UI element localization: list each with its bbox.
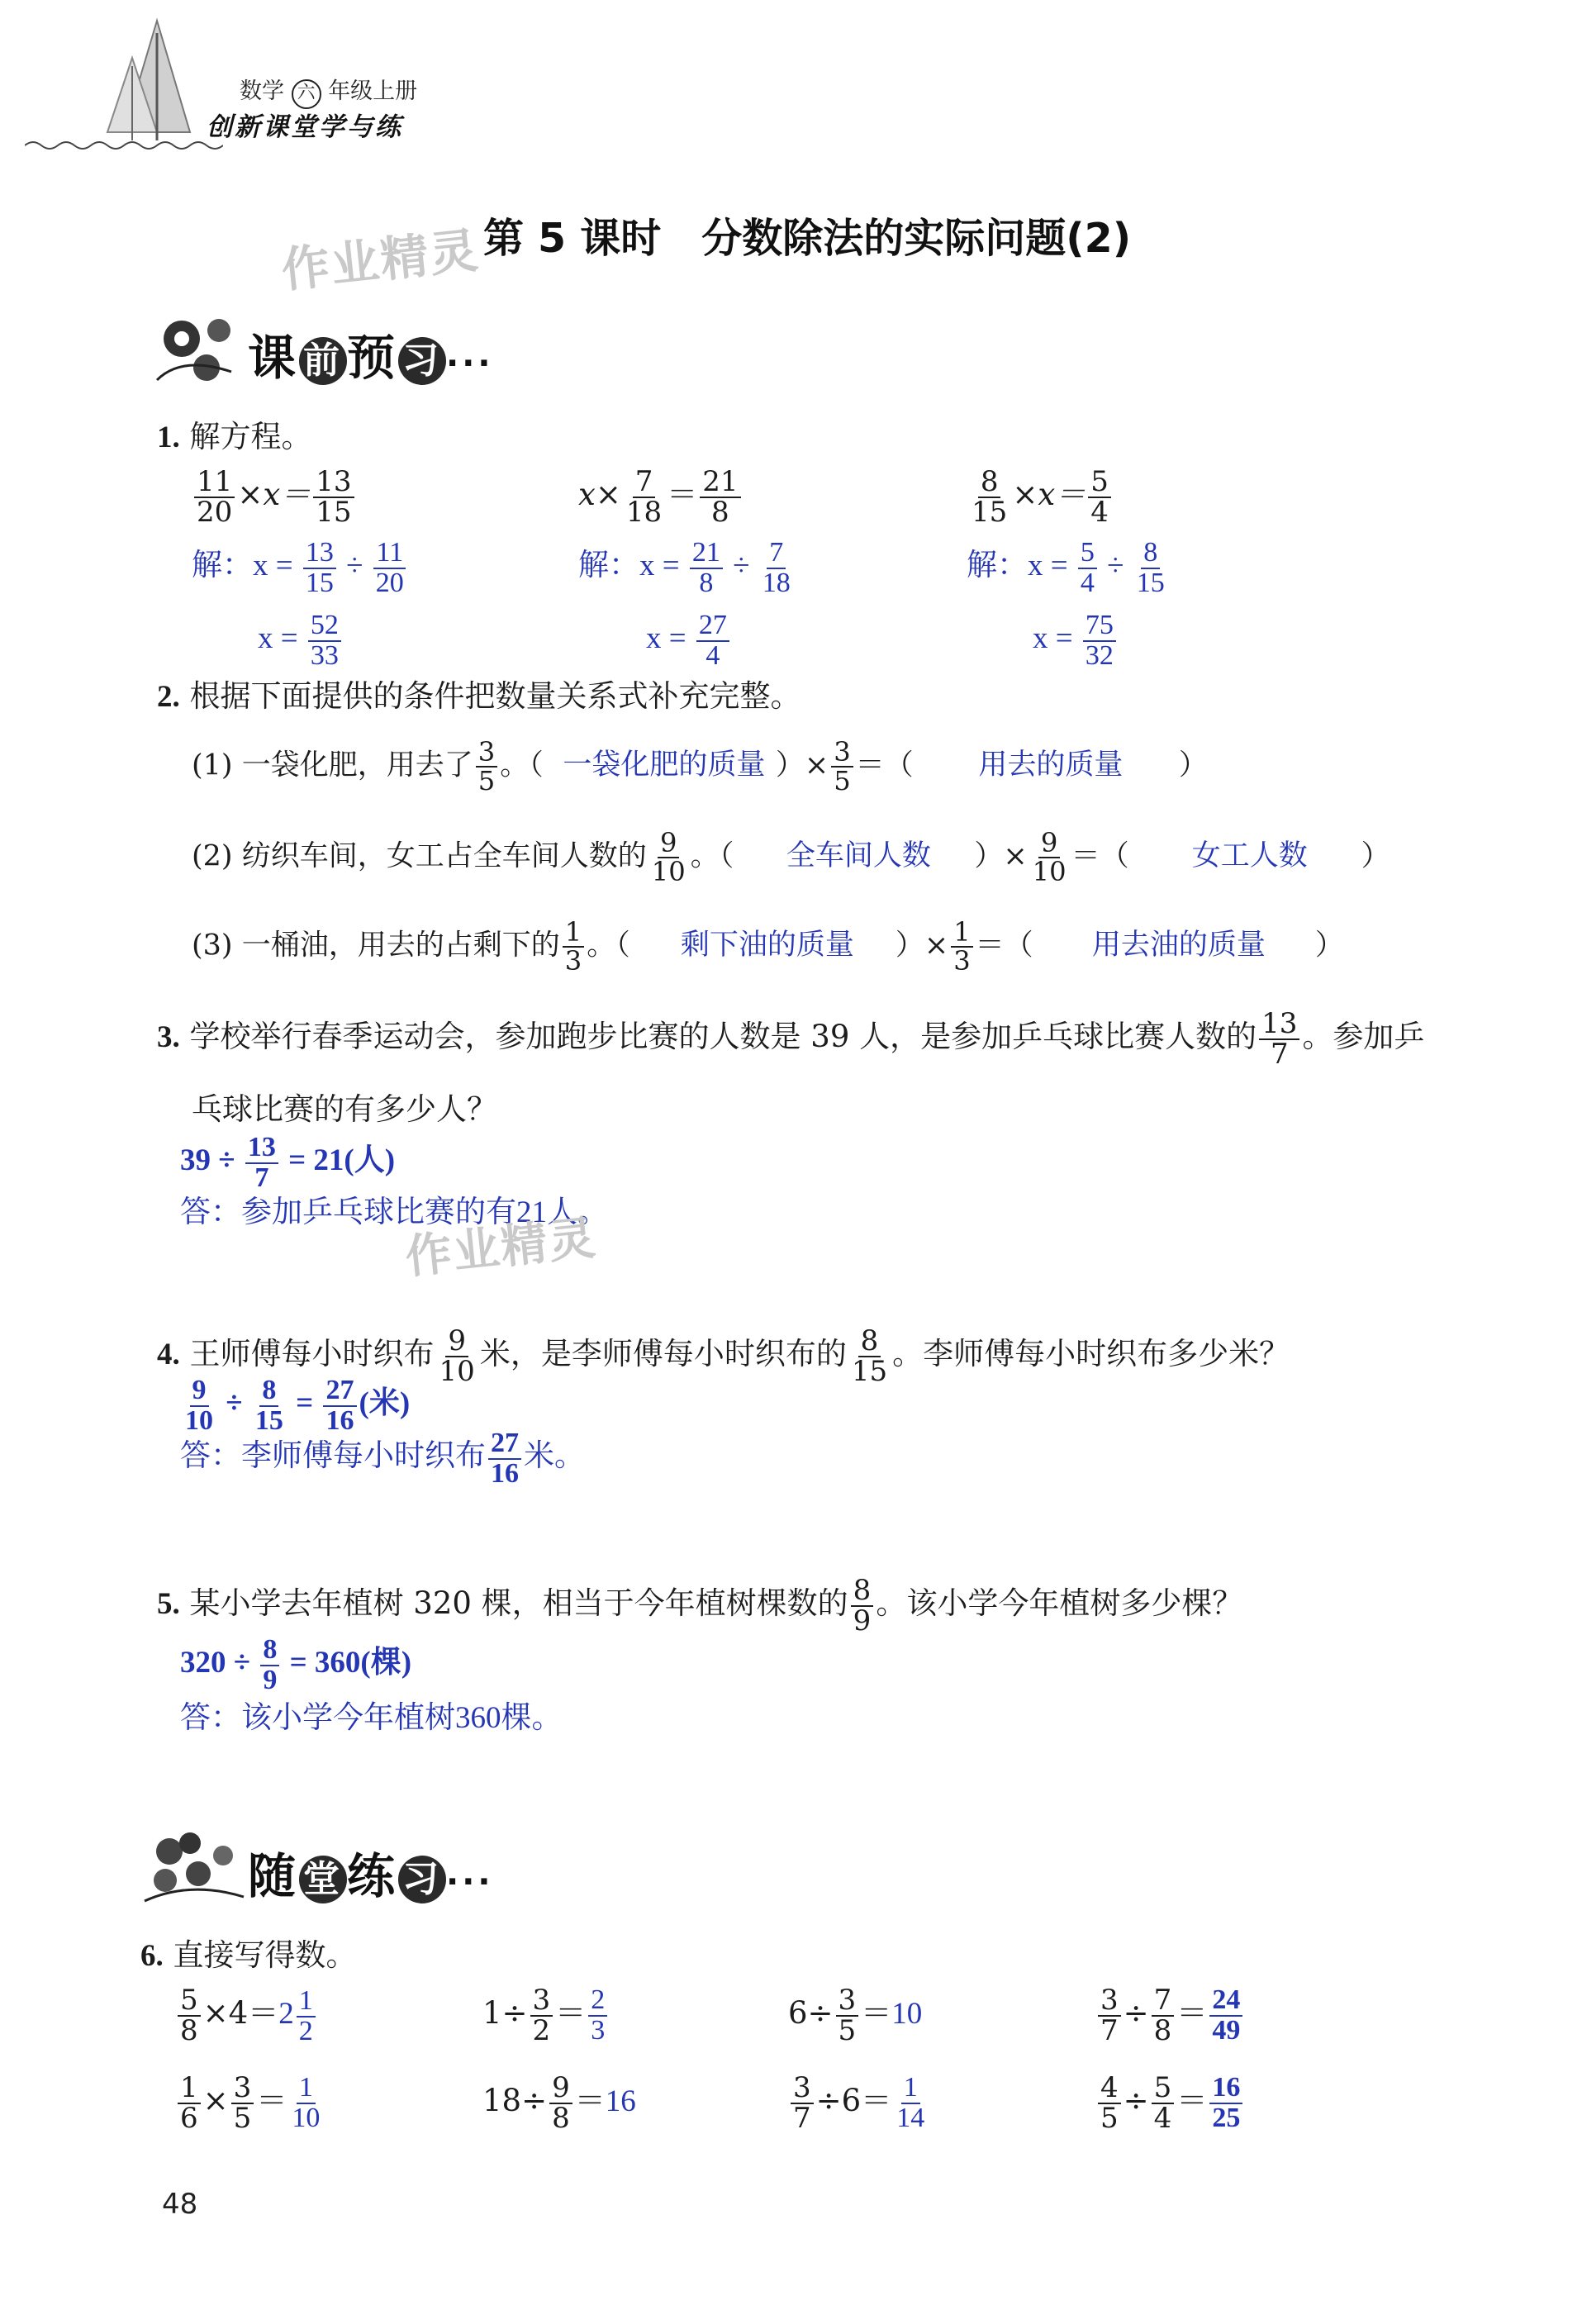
q6-item-1: $\frac{5}{8}$ ×4＝2 $\frac{1}{2}$ — [175, 1986, 318, 2046]
q4-stem: 4. 王师傅每小时织布 $\frac{9}{10}$ 米，是李师傅每小时织布的 $\frac{8}{15}$ 。李师傅每小时织布多少米？ — [157, 1324, 1290, 1388]
q2-answer-1b[interactable]: 用去的质量 — [978, 749, 1124, 782]
q1-stem: 1. 解方程。 — [157, 419, 312, 454]
q6-stem: 6. 直接写得数。 — [140, 1937, 357, 1973]
header-series: 创新课堂学与练 — [207, 112, 403, 142]
q3-stem-line1: 3. 学校举行春季运动会，参加跑步比赛的人数是 39 人，是参加乒乓球比赛人数的 $\frac{13}{7}$ 。参加乒 — [157, 1007, 1425, 1071]
q2-answer-1a[interactable]: 一袋化肥的质量 — [563, 749, 766, 782]
q2-stem: 2. 根据下面提供的条件把数量关系式补充完整。 — [157, 678, 801, 714]
q4-answer: 答：李师傅每小时织布 $\frac{27}{16}$ 米。 — [180, 1428, 586, 1489]
q6-item-3: 6÷ $\frac{3}{5}$ ＝10 — [788, 1984, 923, 2047]
section-banner-pre: 课 前预 习 ·∙∙ — [149, 306, 545, 388]
q5-stem: 5. 某小学去年植树 320 棵，相当于今年植树棵数的 $\frac{8}{9}$ 。该小学今年植树多少棵？ — [157, 1574, 1243, 1637]
tree-icon — [99, 17, 215, 140]
q1-solution-2: 解：x = $\frac{21}{8}$ ÷ $\frac{7}{18}$ — [578, 537, 791, 598]
q2-item-3: (3) 一桶油，用去的占剩下的 $\frac{1}{3}$ 。（ 剩下油的质量 ）× $\frac{1}{3}$ ＝（ 用去油的质量 ） — [192, 916, 1344, 977]
q2-answer-3a[interactable]: 剩下油的质量 — [680, 929, 854, 962]
q1-solution-3: 解：x = $\frac{5}{4}$ ÷ $\frac{8}{15}$ — [967, 537, 1165, 598]
q1-equation-1: $\frac{11}{20}$ ×x＝ $\frac{13}{15}$ — [192, 468, 357, 526]
header-wave-line — [25, 139, 223, 152]
q6-item-8: $\frac{4}{5}$ ÷ $\frac{5}{4}$ ＝ $\frac{16}{25}$ — [1095, 2074, 1245, 2132]
q6-item-5: $\frac{1}{6}$ × $\frac{3}{5}$ ＝ $\frac{1}{10}$ — [175, 2074, 325, 2132]
q6-item-4: $\frac{3}{7}$ ÷ $\frac{7}{8}$ ＝ $\frac{24}{49}$ — [1095, 1986, 1245, 2045]
q6-item-2: 1÷ $\frac{3}{2}$ ＝ $\frac{2}{3}$ — [482, 1986, 610, 2045]
q2-answer-2b[interactable]: 女工人数 — [1191, 839, 1308, 872]
q5-calculation: 320 ÷ $\frac{8}{9}$ = 360(棵) — [180, 1634, 412, 1695]
q6-item-7: $\frac{3}{7}$ ÷6＝ $\frac{1}{14}$ — [788, 2074, 929, 2132]
q2-item-2: (2) 纺织车间，女工占全车间人数的 $\frac{9}{10}$ 。（ 全车间人数 ）× $\frac{9}{10}$ ＝（ 女工人数 ） — [192, 827, 1390, 887]
header-subject: 数学 六 年级上册 — [240, 73, 417, 109]
q4-calculation: $\frac{9}{10}$ ÷ $\frac{8}{15}$ = $\frac{27}{16}$ (米) — [185, 1375, 411, 1436]
flower-cluster-icon — [140, 1823, 248, 1905]
q1-result-2: x = $\frac{27}{4}$ — [646, 611, 732, 670]
q2-item-1: (1) 一袋化肥，用去了 $\frac{3}{5}$ 。（ 一袋化肥的质量 ）× $\frac{3}{5}$ ＝（ 用去的质量 ） — [192, 736, 1208, 796]
q1-equation-3: $\frac{8}{15}$ ×x＝ $\frac{5}{4}$ — [967, 468, 1114, 526]
q3-answer: 答：参加乒乓球比赛的有21人。 — [180, 1195, 608, 1229]
q2-answer-3b[interactable]: 用去油的质量 — [1091, 929, 1266, 962]
page-number: 48 — [162, 2188, 198, 2221]
q1-result-1: x = $\frac{52}{33}$ — [258, 611, 344, 670]
q1-solution-1: 解：x = $\frac{13}{15}$ ÷ $\frac{11}{20}$ — [192, 539, 409, 597]
q1-equation-2: x× $\frac{7}{18}$ ＝ $\frac{21}{8}$ — [578, 468, 743, 526]
q5-answer: 答：该小学今年植树360棵。 — [180, 1701, 563, 1735]
section-banner-practice: 随 堂练 习 ·∙∙ — [140, 1823, 537, 1905]
q2-answer-2a[interactable]: 全车间人数 — [786, 839, 931, 872]
q3-stem-line2: 乓球比赛的有多少人？ — [192, 1091, 497, 1127]
q1-result-3: x = $\frac{75}{32}$ — [1033, 611, 1119, 670]
watermark: 作业精灵 — [278, 221, 482, 299]
flower-icon — [149, 306, 248, 388]
lesson-title: 第 5 课时 分数除法的实际问题(2) — [483, 215, 1132, 262]
header-logo — [99, 17, 215, 140]
q3-calculation: 39 ÷ $\frac{13}{7}$ = 21(人) — [180, 1132, 396, 1193]
q6-item-6: 18÷ $\frac{9}{8}$ ＝16 — [482, 2071, 636, 2135]
watermark-2: 作业精灵 — [402, 1211, 600, 1285]
